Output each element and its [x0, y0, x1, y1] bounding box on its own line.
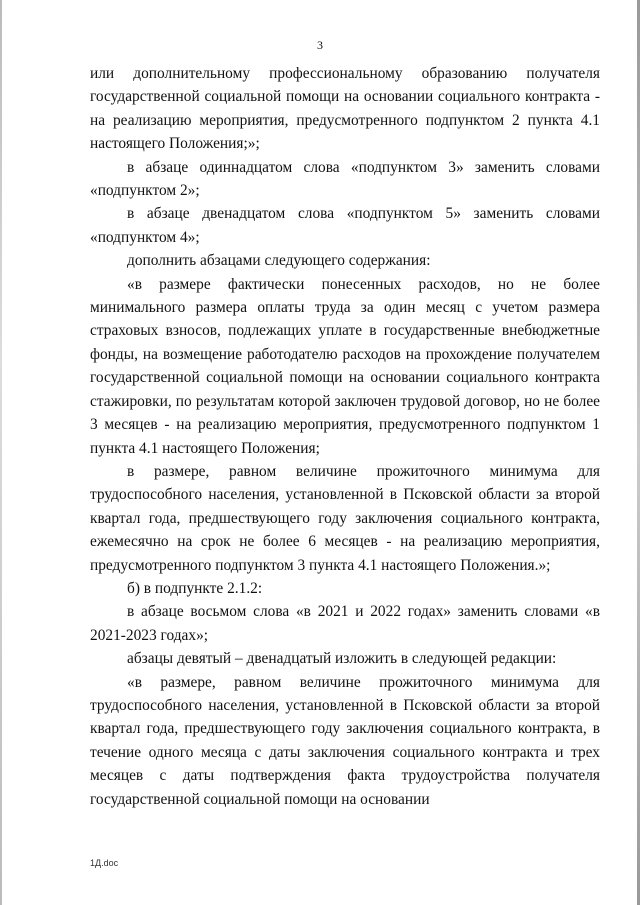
paragraph-amend-11: в абзаце одиннадцатом слова «подпунктом 3» заменить словами «подпунктом 2»; [90, 158, 600, 200]
page-number: 3 [317, 38, 323, 52]
footer-filename: 1Д.doc [90, 858, 119, 868]
paragraph-amend-9-12: абзацы девятый – двенадцатый изложить в следующей редакции: [127, 650, 557, 668]
paragraph-quote-minimum: в размере, равном величине прожиточного минимума для трудоспособного населения, установленной в Псковской области за второй квартал года, предшествующего году заключения социального контракта, ежемесячно на срок не более 6 месяцев - на реализацию мероприятия, предусмотренного подпунктом 3 пункта 4.1 настоящего Положения.»; [90, 462, 600, 574]
document-body [90, 62, 600, 811]
paragraph-amend-8: в абзаце восьмом слова «в 2021 и 2022 годах» заменить словами «в 2021-2023 годах»; [90, 603, 600, 644]
paragraph-add-intro: дополнить абзацами следующего содержания: [127, 252, 431, 270]
paragraph-continuation: или дополнительному профессиональному образованию получателя государственной социальной помощи на основании социального контракта - на реализацию мероприятия, предусмотренного подпунктом 2 пункта 4.1 настоящего Положения;»; [90, 65, 600, 153]
scan-edge-left [0, 0, 2, 905]
paragraph-quote-new: «в размере, равном величине прожиточного минимума для трудоспособного населения, установленной в Псковской области за второй квартал года, предшествующего году заключения социального контракта, в течение одного месяца с даты заключения социального контракта и трех месяцев с даты подтверждения факта трудоустройства получателя государственной социальной помощи на основании [90, 673, 600, 808]
paragraph-quote-expenses: «в размере фактически понесенных расходов, но не более минимального размера оплаты труда за один месяц с учетом размера страховых взносов, подлежащих уплате в государственные внебюджетные фонды, на возмещение работодателю расходов на прохождение получателем государственной социальной помощи на основании социального контракта стажировки, по результатам которой заключен трудовой договор, но не более 3 месяцев - на реализацию мероприятия, предусмотренного подпунктом 1 пункта 4.1 настоящего Положения; [90, 275, 600, 457]
paragraph-subpoint-b: б) в подпункте 2.1.2: [127, 579, 263, 597]
paragraph-amend-12: в абзаце двенадцатом слова «подпунктом 5» заменить словами «подпунктом 4»; [90, 205, 600, 246]
